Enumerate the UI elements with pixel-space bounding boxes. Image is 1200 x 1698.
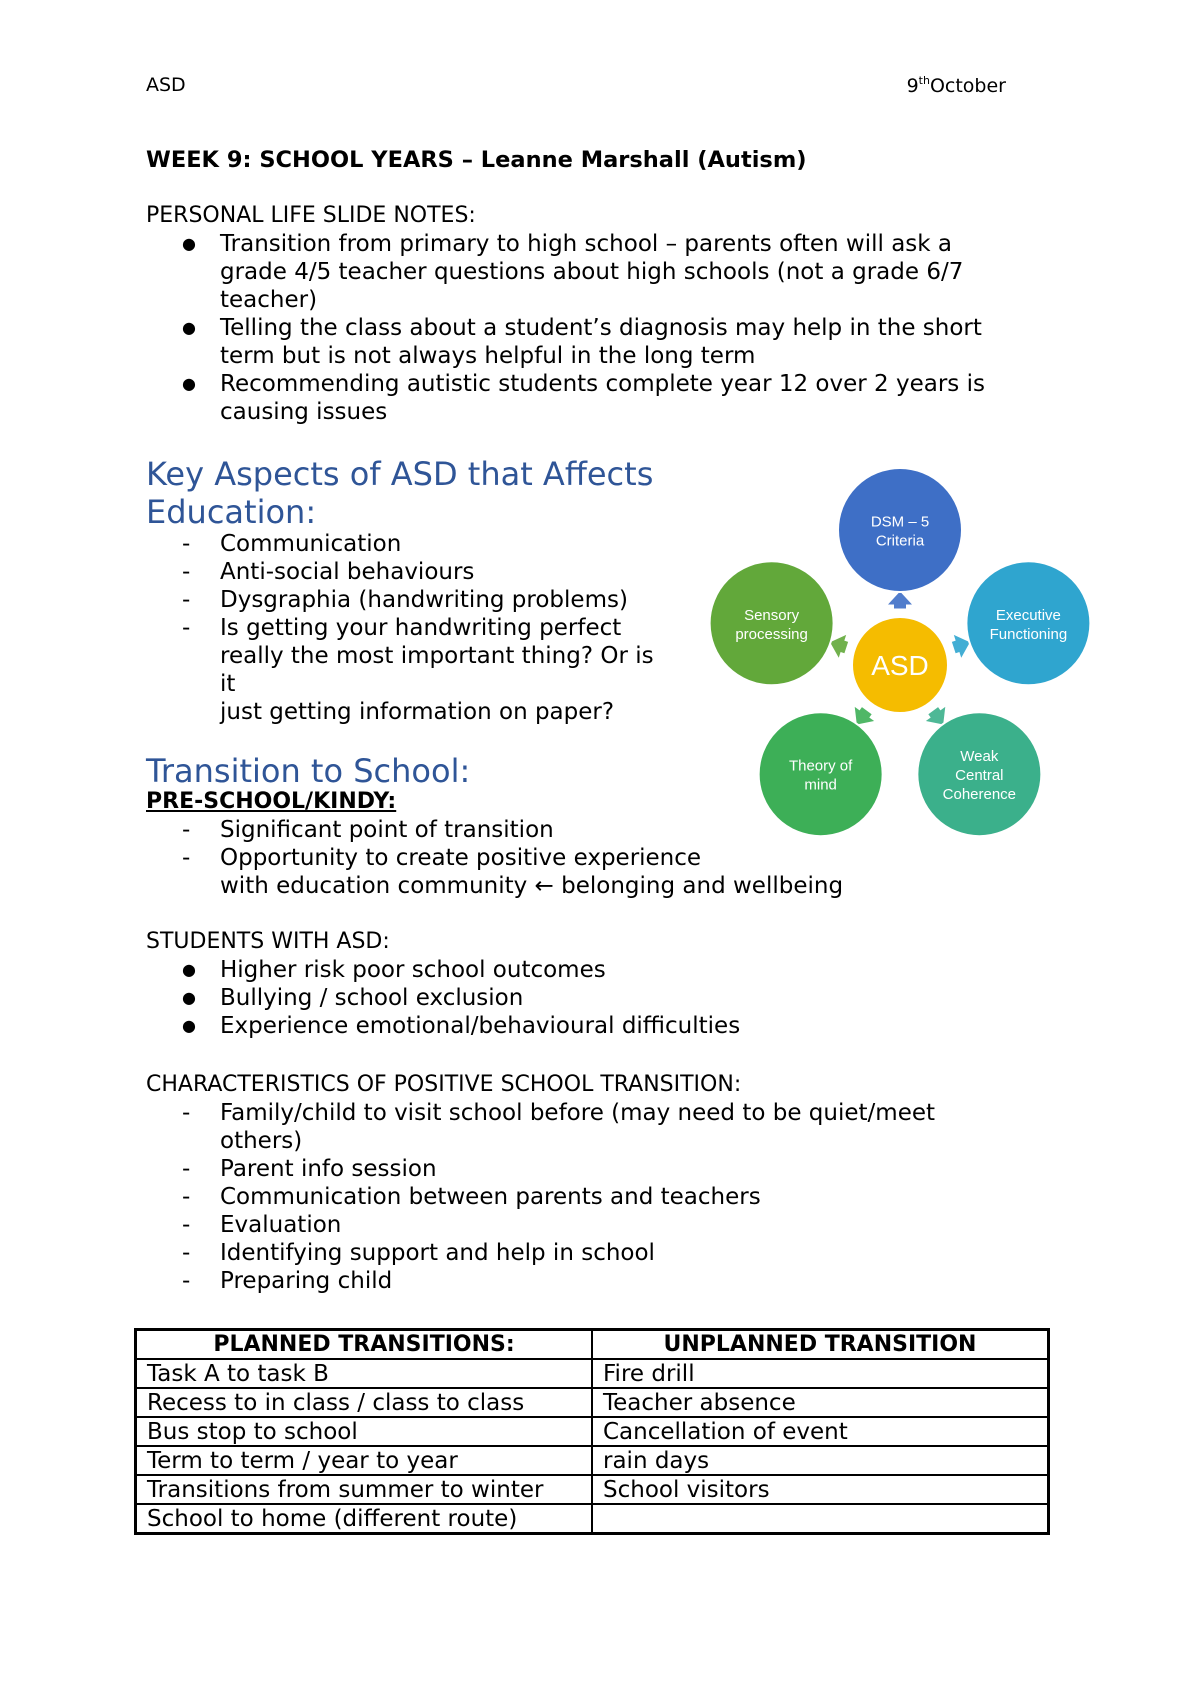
key-aspects-heading-line2: Education:: [146, 493, 317, 531]
diagram-node-label: Theory of: [788, 757, 853, 775]
page-title: WEEK 9: SCHOOL YEARS – Leanne Marshall (Autism): [146, 147, 807, 173]
list-item-line: Experience emotional/behavioural difficulties: [220, 1013, 741, 1039]
students-list: [146, 956, 740, 1040]
list-item: [146, 984, 740, 1012]
planned-cell: School to home (different route): [136, 1504, 593, 1534]
characteristics-label: CHARACTERISTICS OF POSITIVE SCHOOL TRANSITION:: [146, 1072, 742, 1097]
personal-notes-list: [146, 230, 985, 426]
diagram-node-label: mind: [804, 776, 837, 794]
list-item: [146, 230, 985, 314]
bullet-marker: [182, 1012, 196, 1040]
list-item-line: Significant point of transition: [220, 817, 554, 843]
key-aspects-heading-line1: Key Aspects of ASD that Affects: [146, 455, 654, 493]
dash-marker: [182, 1183, 190, 1211]
diagram-node-label: Executive: [995, 606, 1061, 624]
diagram-node: [710, 561, 834, 685]
bullet-marker: [182, 230, 196, 258]
list-item-line: Communication: [220, 531, 402, 557]
diagram-node-label: processing: [735, 625, 808, 643]
diagram-node-label: Sensory: [744, 606, 800, 624]
bullet-marker: [182, 956, 196, 984]
unplanned-cell: Cancellation of event: [592, 1417, 1049, 1446]
list-item: [146, 1211, 935, 1239]
list-item: [146, 614, 654, 726]
dash-marker: [182, 1211, 190, 1239]
diagram-node: [838, 468, 962, 592]
list-item-line: Anti-social behaviours: [220, 559, 475, 585]
list-item: [146, 530, 654, 558]
list-item: [146, 370, 985, 426]
table-row: [136, 1446, 1049, 1475]
diagram-center-label: ASD: [871, 650, 929, 681]
dash-marker: [182, 530, 190, 558]
dash-marker: [182, 614, 190, 642]
unplanned-cell: rain days: [592, 1446, 1049, 1475]
list-item: [146, 1183, 935, 1211]
list-item: [146, 1155, 935, 1183]
list-item-line: really the most important thing? Or is: [220, 643, 654, 669]
header-left: ASD: [146, 74, 186, 96]
personal-notes-label: PERSONAL LIFE SLIDE NOTES:: [146, 203, 476, 228]
dash-marker: [182, 558, 190, 586]
key-aspects-list: [146, 530, 654, 726]
table-row: [136, 1475, 1049, 1504]
list-item: [146, 586, 654, 614]
table-row: [136, 1504, 1049, 1534]
dash-marker: [182, 586, 190, 614]
list-item: [146, 816, 843, 844]
planned-cell: Transitions from summer to winter: [136, 1475, 593, 1504]
dash-marker: [182, 1239, 190, 1267]
connector-arrow: [888, 592, 912, 609]
list-item-line: grade 4/5 teacher questions about high schools (not a grade 6/7: [220, 259, 964, 285]
diagram-node-label: Criteria: [875, 532, 925, 550]
dash-marker: [182, 1099, 190, 1127]
students-label: STUDENTS WITH ASD:: [146, 929, 390, 954]
diagram-node: [966, 561, 1090, 685]
planned-cell: Term to term / year to year: [136, 1446, 593, 1475]
list-item-line: Bullying / school exclusion: [220, 985, 524, 1011]
preschool-subheading: PRE-SCHOOL/KINDY:: [146, 789, 397, 814]
list-item: [146, 1239, 935, 1267]
list-item-line: teacher): [220, 287, 318, 313]
list-item-line: Telling the class about a student’s diagnosis may help in the short: [220, 315, 982, 341]
list-item-line: term but is not always helpful in the long term: [220, 343, 756, 369]
table-row: [136, 1359, 1049, 1388]
unplanned-cell: Fire drill: [592, 1359, 1049, 1388]
list-item: [146, 956, 740, 984]
list-item: [146, 844, 843, 900]
planned-header: PLANNED TRANSITIONS:: [136, 1330, 593, 1360]
bullet-marker: [182, 314, 196, 342]
dash-marker: [182, 844, 190, 872]
list-item: [146, 1267, 935, 1295]
bullet-marker: [182, 984, 196, 1012]
table-row: [136, 1388, 1049, 1417]
list-item-line: Preparing child: [220, 1268, 393, 1294]
header-day: 9: [906, 75, 919, 97]
table-row: [136, 1417, 1049, 1446]
transition-heading: Transition to School:: [146, 752, 471, 790]
header-date: [907, 74, 1006, 97]
unplanned-cell: School visitors: [592, 1475, 1049, 1504]
list-item: [146, 558, 654, 586]
diagram-node-label: Central: [955, 767, 1004, 785]
list-item-line: Recommending autistic students complete year 12 over 2 years is: [220, 371, 985, 397]
planned-cell: Recess to in class / class to class: [136, 1388, 593, 1417]
diagram-node-label: Weak: [960, 748, 999, 766]
list-item-line: just getting information on paper?: [220, 699, 615, 725]
transitions-table: [134, 1328, 1050, 1535]
list-item-line: Transition from primary to high school – parents often will ask a: [220, 231, 953, 257]
list-item-line: it: [220, 671, 236, 697]
diagram-node-label: Functioning: [989, 625, 1068, 643]
list-item: [146, 1012, 740, 1040]
diagram-node-label: DSM – 5: [870, 513, 930, 531]
list-item-line: Opportunity to create positive experience: [220, 845, 702, 871]
planned-cell: Bus stop to school: [136, 1417, 593, 1446]
list-item-line: Is getting your handwriting perfect: [220, 615, 622, 641]
list-item-line: Communication between parents and teachers: [220, 1184, 761, 1210]
list-item-line: others): [220, 1128, 303, 1154]
list-item-line: Family/child to visit school before (may need to be quiet/meet: [220, 1100, 936, 1126]
unplanned-cell: [592, 1504, 1049, 1534]
unplanned-cell: Teacher absence: [592, 1388, 1049, 1417]
table-header-row: [136, 1330, 1049, 1360]
header-month: October: [929, 75, 1006, 97]
list-item-line: Evaluation: [220, 1212, 342, 1238]
unplanned-header: UNPLANNED TRANSITION: [592, 1330, 1049, 1360]
planned-cell: Task A to task B: [136, 1359, 593, 1388]
dash-marker: [182, 1267, 190, 1295]
dash-marker: [182, 1155, 190, 1183]
diagram-node: [917, 712, 1041, 836]
diagram-center: [852, 617, 948, 713]
diagram-node-label: Coherence: [942, 786, 1017, 804]
list-item-line: Higher risk poor school outcomes: [220, 957, 606, 983]
list-item-line: Identifying support and help in school: [220, 1240, 655, 1266]
list-item-line: with education community ← belonging and wellbeing: [220, 873, 844, 899]
asd-cycle-diagram: [690, 455, 1110, 855]
list-item-line: Parent info session: [220, 1156, 437, 1182]
dash-marker: [182, 816, 190, 844]
list-item-line: causing issues: [220, 399, 388, 425]
characteristics-list: [146, 1099, 935, 1295]
list-item-line: Dysgraphia (handwriting problems): [220, 587, 628, 613]
list-item: [146, 314, 985, 370]
table-body: [136, 1359, 1049, 1534]
list-item: [146, 1099, 935, 1155]
header-day-suffix: th: [918, 74, 930, 87]
transition-list: [146, 816, 843, 900]
bullet-marker: [182, 370, 196, 398]
